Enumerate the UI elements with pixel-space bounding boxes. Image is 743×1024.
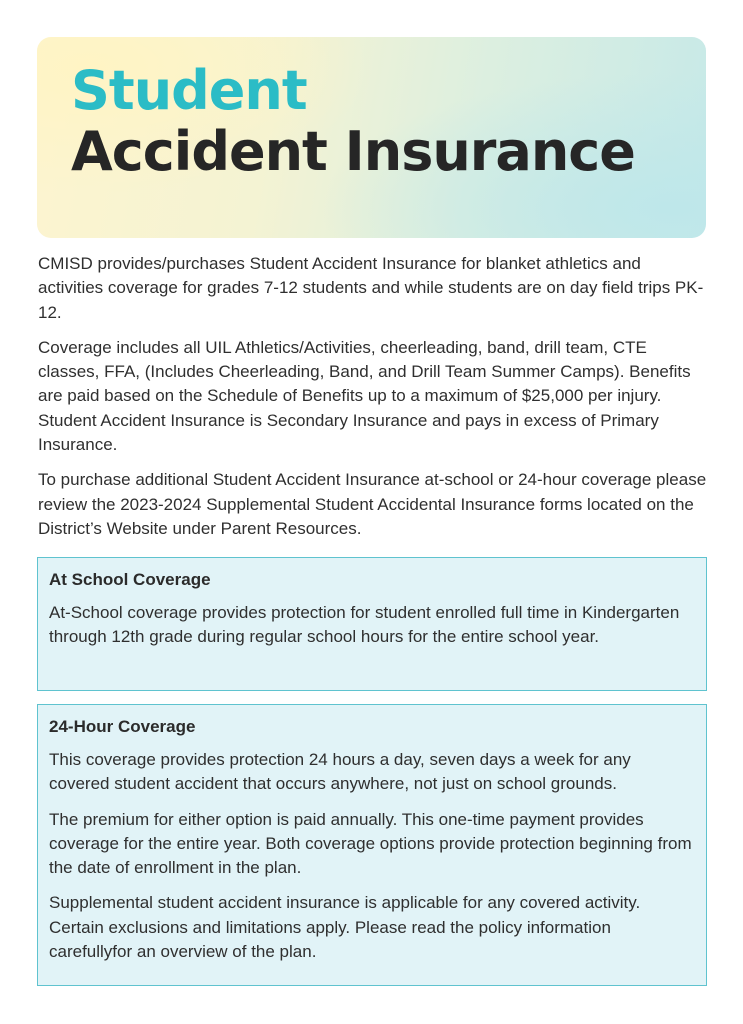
24-hour-coverage-paragraph-1: This coverage provides protection 24 hours a day, seven days a week for any covered student accident that occurs anywhere, not just on school grounds. [49,750,631,794]
intro-paragraph-1: CMISD provides/purchases Student Accident Insurance for blanket athletics and activities coverage for grades 7-12 students and while students are on day field trips PK-12. [38,254,704,322]
24-hour-coverage-paragraph-3: Supplemental student accident insurance is applicable for any covered activity. Certain exclusions and limitations apply. Please read the policy information carefullyfor an overview of the plan. [49,893,641,962]
at-school-coverage-paragraph: At-School coverage provides protection for student enrolled full time in Kindergarten through 12th grade during regular school hours for the entire school year. [49,603,680,647]
intro-section [38,252,708,552]
at-school-coverage-box [37,557,707,691]
24-hour-coverage-box [37,704,707,986]
intro-paragraph-3: To purchase additional Student Accident Insurance at-school or 24-hour coverage please review the 2023-2024 Supplemental Student Accidental Insurance forms located on the District’s Website under Parent Resources. [38,470,707,538]
hero-banner [37,37,706,238]
page-title-line-2: Accident Insurance [71,120,635,183]
at-school-coverage-title: At School Coverage [49,570,211,589]
page-title-line-1: Student [71,59,307,122]
24-hour-coverage-title: 24-Hour Coverage [49,717,196,736]
intro-paragraph-2: Coverage includes all UIL Athletics/Activities, cheerleading, band, drill team, CTE classes, FFA, (Includes Cheerleading, Band, and Drill Team Summer Camps). Benefits are paid based on the Schedule of Benefits up to a maximum of $25,000 per injury. Student Accident Insurance is Secondary Insurance and pays in excess of Primary Insurance. [38,337,691,455]
24-hour-coverage-paragraph-2: The premium for either option is paid annually. This one-time payment provides coverage for the entire year. Both coverage options provide protection beginning from the date of enrollment in the plan. [49,809,692,878]
